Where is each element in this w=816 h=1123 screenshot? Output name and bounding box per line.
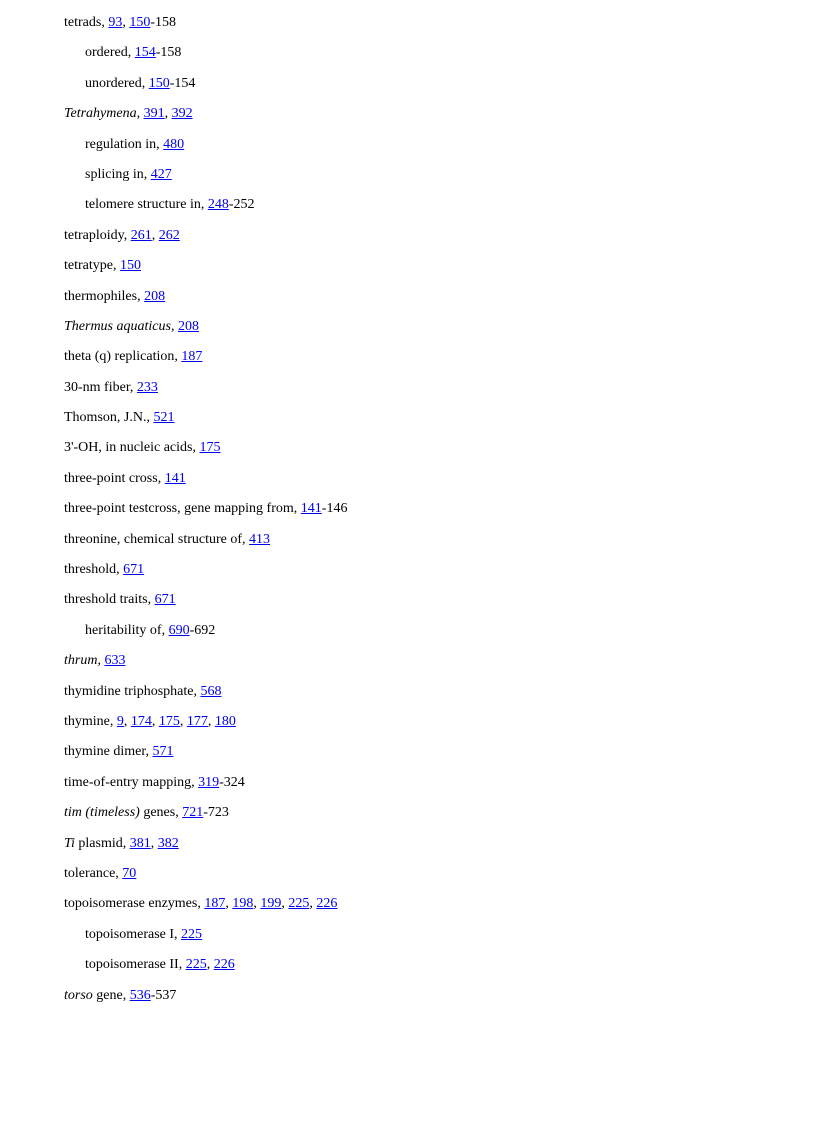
index-entry [64, 981, 784, 1011]
index-subentry [64, 38, 784, 68]
page-reference-link[interactable]: 480 [163, 136, 185, 152]
page-reference-link[interactable]: 198 [232, 896, 254, 912]
index-text: , [281, 896, 289, 912]
index-entry [64, 342, 784, 372]
index-text: thymine dimer, [64, 744, 153, 760]
page-reference-link[interactable]: 233 [136, 379, 158, 395]
index-entry [64, 433, 784, 463]
index-term-italic: thrum, [64, 653, 101, 669]
index-subentry [64, 160, 784, 190]
index-entry [64, 403, 784, 433]
index-text: three-point cross, [64, 470, 165, 486]
page-reference-link[interactable]: 633 [104, 653, 126, 669]
index-text: , [309, 896, 317, 912]
index-entry [64, 221, 784, 251]
index-text: unordered, [85, 75, 149, 91]
page-reference-link[interactable]: 175 [158, 713, 180, 729]
page-reference-link[interactable]: 174 [130, 713, 152, 729]
page-reference-link[interactable]: 187 [181, 349, 203, 365]
page-reference-link[interactable]: 70 [122, 865, 137, 881]
index-text: splicing in, [85, 166, 151, 182]
index-text: Thomson, J.N., [64, 410, 154, 426]
index-entry [64, 99, 784, 129]
page-reference-link[interactable]: 226 [213, 957, 235, 973]
index-text: , [150, 835, 158, 851]
index-entry [64, 677, 784, 707]
index-entry [64, 859, 784, 889]
index-text: -692 [189, 622, 216, 638]
page-reference-link[interactable]: 521 [153, 410, 175, 426]
page-reference-link[interactable]: 427 [150, 166, 172, 182]
index-text: , [164, 106, 172, 122]
index-text: -252 [228, 197, 255, 213]
page-reference-link[interactable]: 154 [134, 45, 156, 61]
index-text: ordered, [85, 45, 135, 61]
index-text: plasmid, [74, 835, 130, 851]
index-text: , [253, 896, 261, 912]
index-entry [64, 585, 784, 615]
index-text: thermophiles, [64, 288, 145, 304]
page-reference-link[interactable]: 671 [154, 592, 176, 608]
index-text: heritability of, [85, 622, 169, 638]
index-entry [64, 798, 784, 828]
index-entry [64, 707, 784, 737]
page-reference-link[interactable]: 262 [158, 227, 180, 243]
page-reference-link[interactable]: 690 [168, 622, 190, 638]
page-reference-link[interactable]: 671 [123, 562, 145, 578]
index-term-italic: Ti [64, 835, 75, 851]
index-text: regulation in, [85, 136, 164, 152]
page-reference-link[interactable]: 225 [185, 957, 207, 973]
page-reference-link[interactable]: 568 [200, 683, 222, 699]
index-text: , [179, 713, 187, 729]
index-text: tolerance, [64, 865, 123, 881]
page-reference-link[interactable]: 150 [148, 75, 170, 91]
page-reference-link[interactable]: 261 [130, 227, 152, 243]
page-reference-link[interactable]: 180 [214, 713, 236, 729]
index-text: -158 [150, 15, 176, 30]
index-text: topoisomerase II, [85, 957, 186, 973]
index-entry [64, 282, 784, 312]
index-subentry [64, 616, 784, 646]
index-text: -723 [203, 805, 229, 821]
page-reference-link[interactable]: 381 [129, 835, 151, 851]
page-reference-link[interactable]: 208 [144, 288, 166, 304]
index-entry [64, 312, 784, 342]
index-entry [64, 829, 784, 859]
index-term-italic: tim (timeless) [64, 805, 140, 821]
page-reference-link[interactable]: 536 [129, 987, 151, 1003]
page-reference-link[interactable]: 225 [181, 926, 203, 942]
page-reference-link[interactable]: 319 [198, 774, 220, 790]
page-reference-link[interactable]: 177 [186, 713, 208, 729]
index-entry [64, 494, 784, 524]
page-reference-link[interactable]: 93 [108, 15, 123, 30]
page-reference-link[interactable]: 150 [119, 258, 141, 274]
index-subentry [64, 190, 784, 220]
index-text: thymine, [64, 713, 117, 729]
page-reference-link[interactable]: 225 [288, 896, 310, 912]
index-entry [64, 525, 784, 555]
index-text: tetraploidy, [64, 227, 131, 243]
index-subentry [64, 130, 784, 160]
index-subentry [64, 920, 784, 950]
page-reference-link[interactable]: 721 [182, 805, 204, 821]
index-text: topoisomerase enzymes, [64, 896, 205, 912]
page-reference-link[interactable]: 226 [316, 896, 338, 912]
index-text: three-point testcross, gene mapping from, [64, 501, 301, 517]
index-entry [64, 251, 784, 281]
page-reference-link[interactable]: 199 [260, 896, 282, 912]
page-reference-link[interactable]: 141 [300, 501, 322, 517]
page-reference-link[interactable]: 391 [143, 106, 165, 122]
index-entry [64, 555, 784, 585]
page-reference-link[interactable]: 9 [116, 713, 124, 729]
page-reference-link[interactable]: 413 [249, 531, 271, 547]
index-entry [64, 646, 784, 676]
page-reference-link[interactable]: 187 [204, 896, 226, 912]
index-text: threshold, [64, 562, 124, 578]
index-entry [64, 464, 784, 494]
index-text: -324 [219, 774, 245, 790]
index-entry [64, 373, 784, 403]
index-term-italic: Tetrahymena, [64, 106, 141, 122]
index-text: threshold traits, [64, 592, 155, 608]
index-text: threonine, chemical structure of, [64, 531, 250, 547]
index-text: , [151, 227, 159, 243]
index-entry [64, 889, 784, 919]
page-reference-link[interactable]: 175 [199, 440, 221, 456]
index-text: tetrads, [64, 15, 109, 30]
index-text: 3'-OH, in nucleic acids, [64, 440, 200, 456]
index-text: time-of-entry mapping, [64, 774, 199, 790]
index-text: -537 [150, 987, 177, 1003]
index-text: 30-nm fiber, [64, 379, 137, 395]
index-text: -154 [169, 75, 196, 91]
index-text: -146 [321, 501, 348, 517]
page-reference-link[interactable]: 382 [157, 835, 179, 851]
page-reference-link[interactable]: 208 [177, 318, 199, 334]
index-text: tetratype, [64, 258, 120, 274]
index-text: , [207, 713, 215, 729]
index-text: , [151, 713, 159, 729]
page-reference-link[interactable]: 150 [129, 15, 151, 30]
index-text: , [122, 15, 130, 30]
index-text: topoisomerase I, [85, 926, 182, 942]
index-text: thymidine triphosphate, [64, 683, 201, 699]
index-term-italic: torso [64, 987, 93, 1003]
page-reference-link[interactable]: 248 [207, 197, 229, 213]
index-entry [64, 8, 784, 38]
index-subentry [64, 950, 784, 980]
page-reference-link[interactable]: 571 [152, 744, 174, 760]
index-text: genes, [139, 805, 183, 821]
index-entry [64, 737, 784, 767]
page-reference-link[interactable]: 141 [164, 470, 186, 486]
index-text: theta (q) replication, [64, 349, 182, 365]
index-entry [64, 768, 784, 798]
index-term-italic: Thermus aquaticus, [64, 318, 175, 334]
index-text: -158 [155, 45, 182, 61]
index-subentry [64, 69, 784, 99]
index-text: gene, [92, 987, 130, 1003]
page-reference-link[interactable]: 392 [171, 106, 193, 122]
index-text: , [225, 896, 233, 912]
index-list [64, 8, 784, 1011]
index-text: telomere structure in, [85, 197, 208, 213]
index-text: , [206, 957, 214, 973]
index-text: , [123, 713, 131, 729]
